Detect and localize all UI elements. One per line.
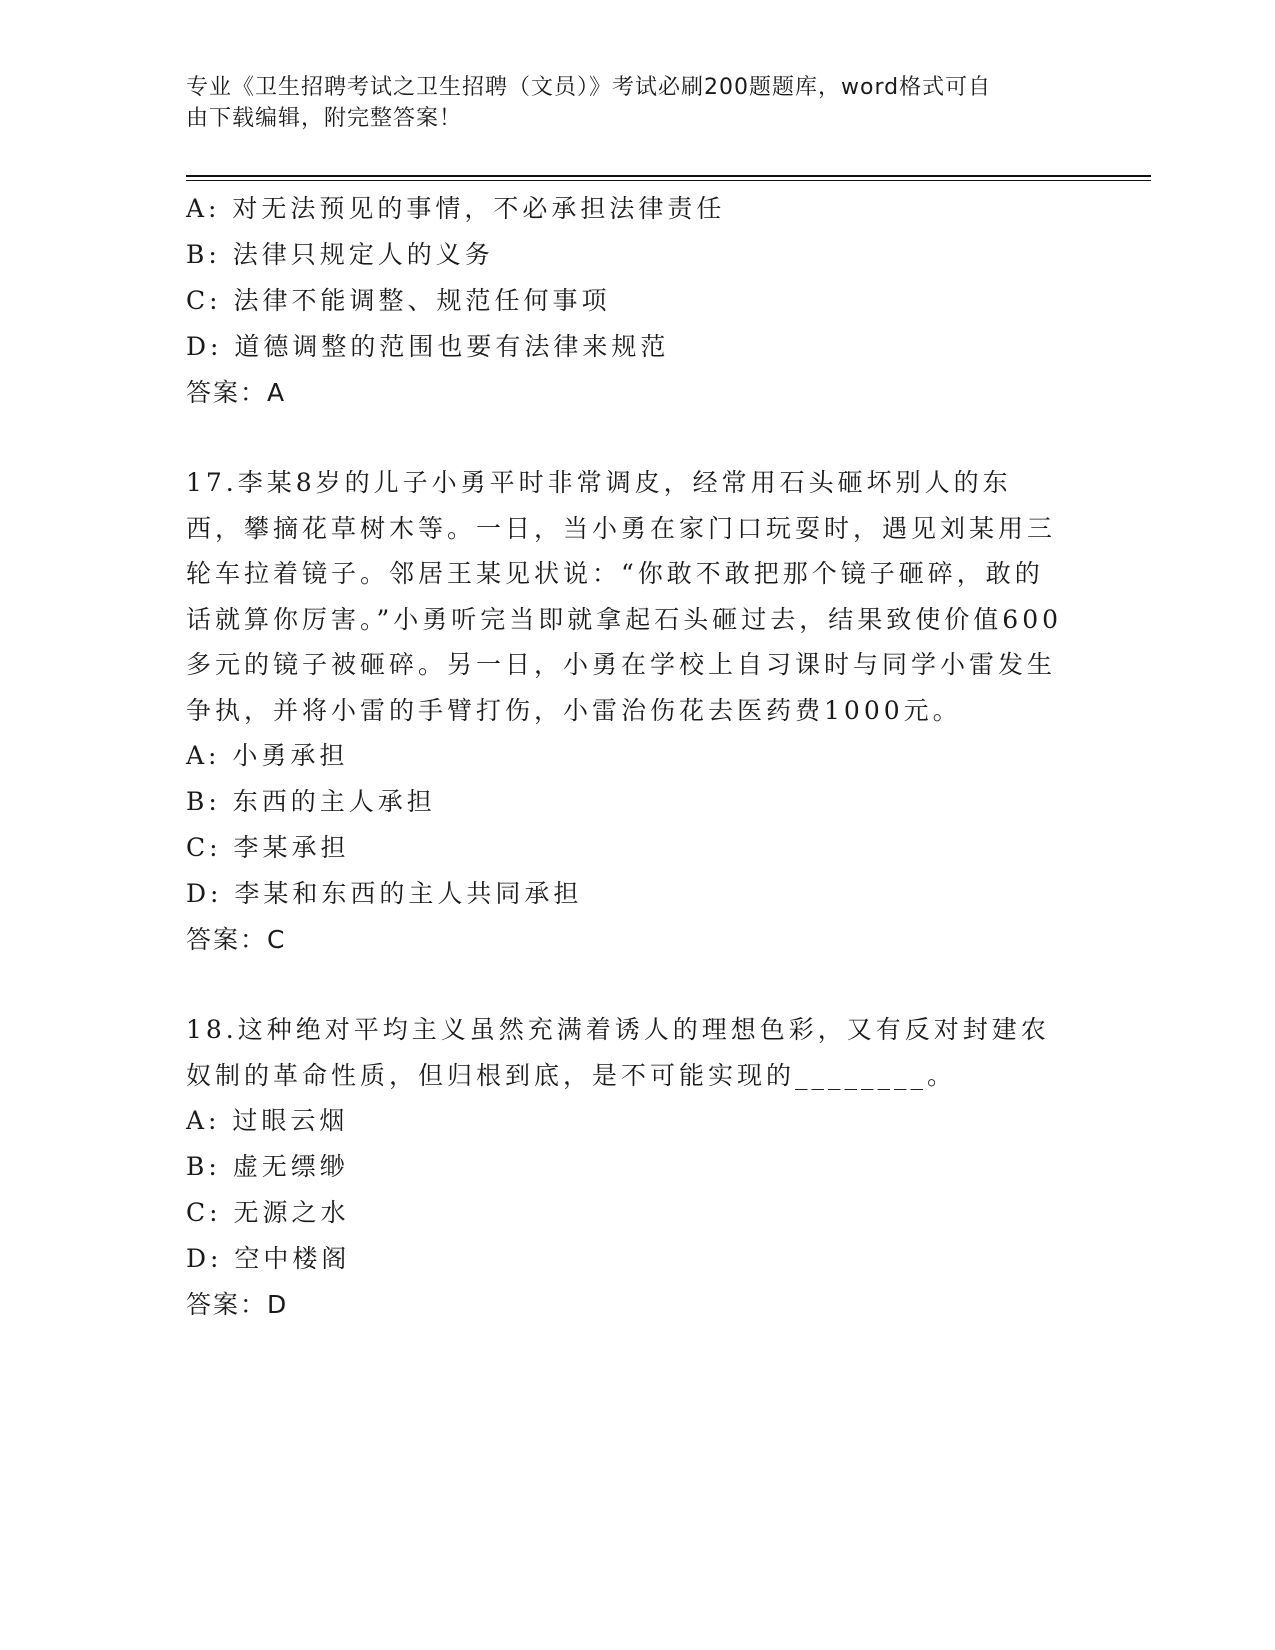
question-stem: 17.李某8岁的儿子小勇平时非常调皮，经常用石头砸坏别人的东西，攀摘花草树木等。一日，当小勇在家门口玩耍时，遇见刘某用三轮车拉着镜子。邻居王某见状说：“你敢不敢把那个镜子砸碎，敢的话就算你厉害。”小勇听完当即就拿起石头砸过去，结果致使价值600多元的镜子被砸碎。另一日，小勇在学校上自习课时与同学小雷发生争执，并将小雷的手臂打伤，小雷治伤花去医药费1000元。 bbox=[186, 468, 1063, 725]
option-b: B: 虚无缥缈 bbox=[186, 1152, 349, 1181]
question-spacer bbox=[186, 963, 1076, 1007]
option-d: D: 空中楼阁 bbox=[186, 1244, 351, 1273]
option-b: B: 东西的主人承担 bbox=[186, 787, 436, 816]
question-stem: 18.这种绝对平均主义虽然充满着诱人的理想色彩，又有反对封建农奴制的革命性质，但归根到底，是不可能实现的________。 bbox=[186, 1015, 1050, 1090]
header-title-line-1: 专业《卫生招聘考试之卫生招聘（文员）》考试必刷200题题库，word格式可自 bbox=[186, 75, 992, 100]
document-header bbox=[186, 72, 1086, 134]
question-16 bbox=[186, 186, 1076, 416]
option-d: D: 李某和东西的主人共同承担 bbox=[186, 879, 583, 908]
option-c: C: 无源之水 bbox=[186, 1198, 350, 1227]
header-title-line-2: 由下载编辑，附完整答案！ bbox=[186, 106, 463, 131]
option-a: A: 对无法预见的事情，不必承担法律责任 bbox=[186, 194, 726, 223]
answer-line: 答案：C bbox=[186, 925, 287, 954]
answer-line: 答案：D bbox=[186, 1290, 289, 1319]
option-d: D: 道德调整的范围也要有法律来规范 bbox=[186, 332, 670, 361]
option-c: C: 法律不能调整、规范任何事项 bbox=[186, 286, 611, 315]
option-b: B: 法律只规定人的义务 bbox=[186, 240, 494, 269]
header-divider-thin bbox=[186, 180, 1151, 181]
option-c: C: 李某承担 bbox=[186, 833, 350, 862]
option-a: A: 过眼云烟 bbox=[186, 1106, 349, 1135]
question-list bbox=[186, 186, 1076, 1328]
header-divider-thick bbox=[186, 175, 1151, 177]
question-spacer bbox=[186, 416, 1076, 460]
question-18 bbox=[186, 1007, 1076, 1328]
question-17 bbox=[186, 460, 1076, 963]
answer-line: 答案：A bbox=[186, 378, 287, 407]
option-a: A: 小勇承担 bbox=[186, 741, 349, 770]
